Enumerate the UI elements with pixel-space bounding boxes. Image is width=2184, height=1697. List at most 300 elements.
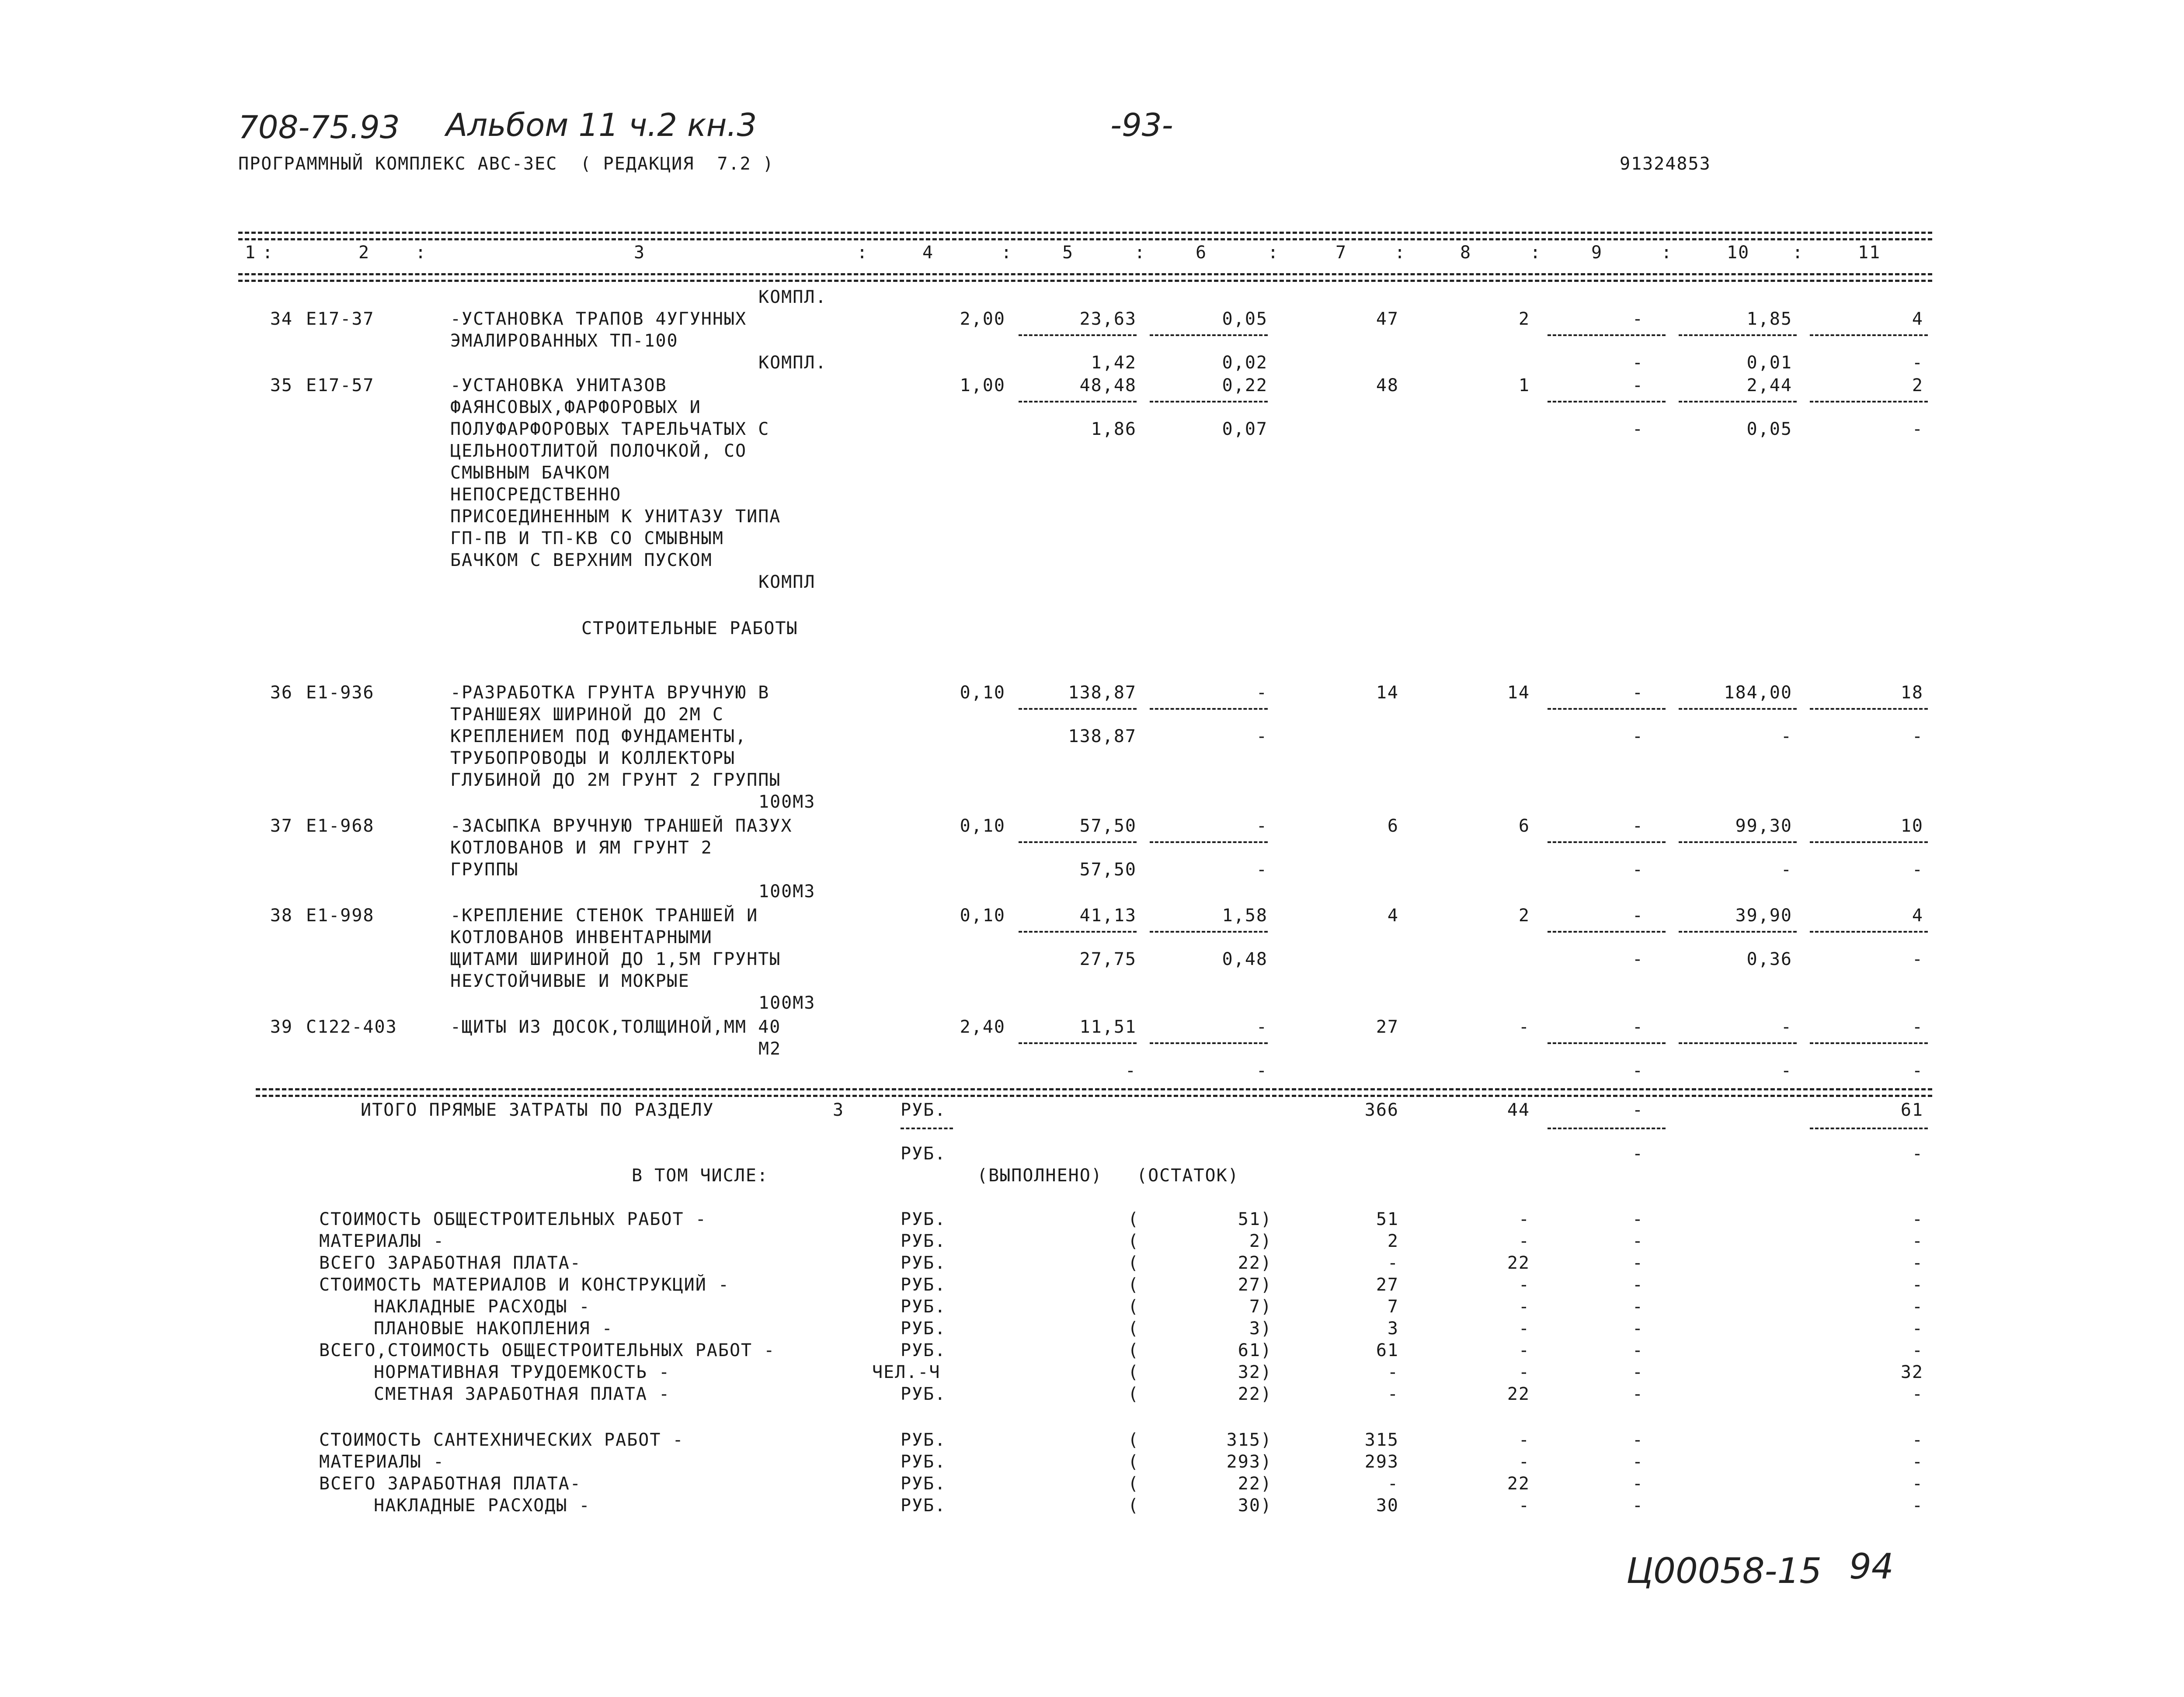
value-col-10-lower: - <box>1781 1061 1792 1081</box>
work-description-line: КОТЛОВАНОВ И ЯМ ГРУНТ 2 <box>450 838 713 858</box>
value-col-9-lower: - <box>1632 419 1644 439</box>
value-col-6: - <box>1256 683 1268 703</box>
total-col-7: 366 <box>1364 1100 1399 1120</box>
column-header-16: 9 <box>1591 243 1603 263</box>
column-header-15: : <box>1530 243 1542 263</box>
value-col-11-lower: - <box>1912 1061 1923 1081</box>
total-dash <box>1810 1128 1928 1129</box>
summary-unit: РУБ. <box>901 1297 946 1317</box>
value-col-9: - <box>1632 683 1644 703</box>
value-col-7: 27 <box>1376 1017 1399 1037</box>
summary-unit: РУБ. <box>901 1319 946 1339</box>
summary-col-11: - <box>1912 1209 1923 1229</box>
summary-col-9: - <box>1632 1452 1644 1472</box>
summary-col-11: - <box>1912 1430 1923 1450</box>
summary-label: ВСЕГО ЗАРАБОТНАЯ ПЛАТА- <box>319 1474 581 1494</box>
total-top-rule-2 <box>256 1095 1932 1097</box>
value-col-5: 48,48 <box>1079 375 1137 396</box>
work-description-line: БАЧКОМ С ВЕРХНИМ ПУСКОМ <box>450 550 713 570</box>
value-col-5-lower: 1,86 <box>1091 419 1137 439</box>
value-col-5-lower: 1,42 <box>1091 353 1137 373</box>
summary-col-9: - <box>1632 1319 1644 1339</box>
total-col-11: 61 <box>1900 1100 1923 1120</box>
total-unit-dash <box>901 1128 953 1129</box>
value-col-6: 0,22 <box>1222 375 1268 396</box>
section-title: СТРОИТЕЛЬНЫЕ РАБОТЫ <box>581 618 798 639</box>
program-title: ПРОГРАММНЫЙ КОМПЛЕКС АВС-3ЕС ( РЕДАКЦИЯ 7.2 ) <box>238 154 774 174</box>
including-label: В ТОМ ЧИСЛЕ: <box>632 1166 769 1186</box>
value-col-9-lower: - <box>1632 726 1644 746</box>
value-col-8: 1 <box>1518 375 1530 396</box>
summary-label: МАТЕРИАЛЫ - <box>319 1452 445 1472</box>
value-col-11-lower: - <box>1912 949 1923 969</box>
column-header-4: 3 <box>634 243 646 263</box>
value-col-11-lower: - <box>1912 860 1923 880</box>
summary-remaining: 7) <box>1249 1297 1272 1317</box>
summary-col-8: - <box>1518 1319 1530 1339</box>
work-description-line: ПРИСОЕДИНЕННЫМ К УНИТАЗУ ТИПА <box>450 507 781 527</box>
summary-col-7: - <box>1387 1253 1399 1273</box>
column-header-20: 11 <box>1858 243 1881 263</box>
work-description-line: ТРУБОПРОВОДЫ И КОЛЛЕКТОРЫ <box>450 748 736 768</box>
summary-unit: РУБ. <box>901 1340 946 1360</box>
sub-total-dash <box>1679 841 1797 843</box>
summary-col-9: - <box>1632 1209 1644 1229</box>
sub-total-dash <box>1019 708 1137 710</box>
value-col-11: 18 <box>1900 683 1923 703</box>
value-col-9-lower: - <box>1632 860 1644 880</box>
summary-label: НАКЛАДНЫЕ РАСХОДЫ - <box>374 1297 591 1317</box>
header-bottom-rule-2 <box>238 280 1932 282</box>
summary-col-9: - <box>1632 1496 1644 1516</box>
summary-col-9: - <box>1632 1430 1644 1450</box>
rate-code: Е17-57 <box>306 375 375 396</box>
summary-col-11: - <box>1912 1319 1923 1339</box>
work-description-line: ЦЕЛЬНООТЛИТОЙ ПОЛОЧКОЙ, СО <box>450 441 747 461</box>
summary-remaining: 27) <box>1238 1275 1272 1295</box>
work-description-line: ГРУППЫ <box>450 860 519 880</box>
work-description-line: ЩИТАМИ ШИРИНОЙ ДО 1,5М ГРУНТЫ <box>450 949 781 969</box>
value-col-10: 2,44 <box>1746 375 1792 396</box>
summary-col-11: - <box>1912 1231 1923 1251</box>
work-description-line: -УСТАНОВКА ТРАПОВ 4УГУННЫХ <box>450 309 747 329</box>
column-header-5: : <box>857 243 869 263</box>
value-col-q: 0,10 <box>960 906 1005 926</box>
unit-label: КОМПЛ. <box>758 353 827 373</box>
work-description-line: ЭМАЛИРОВАННЫХ ТП-100 <box>450 331 678 351</box>
summary-col-9: - <box>1632 1474 1644 1494</box>
value-col-9-lower: - <box>1632 949 1644 969</box>
column-header-0: 1 <box>245 243 257 263</box>
value-col-10-lower: - <box>1781 726 1792 746</box>
summary-open-paren: ( <box>1128 1275 1140 1295</box>
value-col-9: - <box>1632 309 1644 329</box>
summary-col-8: - <box>1518 1231 1530 1251</box>
table-top-rule <box>238 232 1932 234</box>
summary-unit: РУБ. <box>901 1384 946 1404</box>
handwritten-album: Альбом 11 ч.2 кн.3 <box>446 107 757 143</box>
value-col-7: 4 <box>1387 906 1399 926</box>
value-col-8: 6 <box>1518 816 1530 836</box>
summary-col-8: - <box>1518 1297 1530 1317</box>
value-col-10-lower: 0,36 <box>1746 949 1792 969</box>
value-col-9-lower: - <box>1632 1061 1644 1081</box>
value-col-11: - <box>1912 1017 1923 1037</box>
summary-label: СТОИМОСТЬ САНТЕХНИЧЕСКИХ РАБОТ - <box>319 1430 684 1450</box>
total-dash <box>1548 1128 1666 1129</box>
row-number: 37 <box>270 816 293 836</box>
summary-remaining: 61) <box>1238 1340 1272 1360</box>
summary-col-9: - <box>1632 1297 1644 1317</box>
sub-total-dash <box>1150 708 1268 710</box>
value-col-5-lower: 27,75 <box>1079 949 1137 969</box>
unit-label: КОМПЛ <box>758 572 816 592</box>
summary-col-9: - <box>1632 1231 1644 1251</box>
summary-open-paren: ( <box>1128 1362 1140 1382</box>
value-col-5-lower: - <box>1125 1061 1137 1081</box>
handwritten-doc-code: 708-75.93 <box>238 109 400 146</box>
summary-label: ВСЕГО ЗАРАБОТНАЯ ПЛАТА- <box>319 1253 581 1273</box>
value-col-9: - <box>1632 1017 1644 1037</box>
summary-unit: РУБ. <box>901 1275 946 1295</box>
sub-total-dash <box>1548 841 1666 843</box>
work-description-line: КРЕПЛЕНИЕМ ПОД ФУНДАМЕНТЫ, <box>450 726 747 746</box>
column-header-1: : <box>262 243 274 263</box>
work-description-line: СМЫВНЫМ БАЧКОМ <box>450 463 610 483</box>
value-col-6-lower: - <box>1256 860 1268 880</box>
sub-total-dash <box>1810 1042 1928 1044</box>
sub-total-dash <box>1810 931 1928 933</box>
row-number: 39 <box>270 1017 293 1037</box>
rate-code: С122-403 <box>306 1017 397 1037</box>
summary-col-8: - <box>1518 1452 1530 1472</box>
sub-total-dash <box>1150 841 1268 843</box>
sub-total-dash <box>1679 708 1797 710</box>
summary-label: ПЛАНОВЫЕ НАКОПЛЕНИЯ - <box>374 1319 613 1339</box>
value-col-6: 0,05 <box>1222 309 1268 329</box>
value-col-7: 48 <box>1376 375 1399 396</box>
work-description-line: ТРАНШЕЯХ ШИРИНОЙ ДО 2М С <box>450 704 724 725</box>
summary-col-7: 51 <box>1376 1209 1399 1229</box>
value-col-6-lower: - <box>1256 726 1268 746</box>
table-top-rule-2 <box>238 238 1932 240</box>
sub-total-dash <box>1679 334 1797 336</box>
sub-total-dash <box>1019 401 1137 403</box>
rate-code: Е1-998 <box>306 906 375 926</box>
summary-col-8: - <box>1518 1430 1530 1450</box>
value-col-11: 4 <box>1912 309 1923 329</box>
column-header-3: : <box>415 243 427 263</box>
column-header-9: : <box>1134 243 1146 263</box>
sub-total-dash <box>1019 1042 1137 1044</box>
unit-label: КОМПЛ. <box>758 287 827 307</box>
value-col-9: - <box>1632 906 1644 926</box>
summary-open-paren: ( <box>1128 1452 1140 1472</box>
value-col-5: 23,63 <box>1079 309 1137 329</box>
summary-col-7: - <box>1387 1362 1399 1382</box>
value-col-7: 6 <box>1387 816 1399 836</box>
summary-remaining: 30) <box>1238 1496 1272 1516</box>
sub-total-dash <box>1548 708 1666 710</box>
column-header-11: : <box>1268 243 1280 263</box>
sub-total-dash <box>1019 334 1137 336</box>
summary-col-8: - <box>1518 1340 1530 1360</box>
value-col-6-lower: 0,02 <box>1222 353 1268 373</box>
summary-col-7: 7 <box>1387 1297 1399 1317</box>
summary-label: ВСЕГО,СТОИМОСТЬ ОБЩЕСТРОИТЕЛЬНЫХ РАБОТ - <box>319 1340 776 1360</box>
summary-remaining: 315) <box>1226 1430 1272 1450</box>
unit-label: М2 <box>758 1039 782 1059</box>
sub-total-dash <box>1679 401 1797 403</box>
summary-remaining: 2) <box>1249 1231 1272 1251</box>
row-number: 38 <box>270 906 293 926</box>
summary-col-11: - <box>1912 1384 1923 1404</box>
summary-label: СТОИМОСТЬ ОБЩЕСТРОИТЕЛЬНЫХ РАБОТ - <box>319 1209 707 1229</box>
summary-open-paren: ( <box>1128 1384 1140 1404</box>
value-col-9: - <box>1632 816 1644 836</box>
value-col-10-lower: - <box>1781 860 1792 880</box>
value-col-q: 2,40 <box>960 1017 1005 1037</box>
summary-remaining: 22) <box>1238 1253 1272 1273</box>
total-top-rule <box>256 1088 1932 1090</box>
handwritten-page-number: -93- <box>1110 107 1173 143</box>
value-col-q: 1,00 <box>960 375 1005 396</box>
row-number: 34 <box>270 309 293 329</box>
work-description-line: КОТЛОВАНОВ ИНВЕНТАРНЫМИ <box>450 927 713 947</box>
value-col-11-lower: - <box>1912 353 1923 373</box>
summary-col-11: - <box>1912 1275 1923 1295</box>
sub-total-dash <box>1150 334 1268 336</box>
rest-label: (ОСТАТОК) <box>1137 1166 1239 1186</box>
value-col-5-lower: 138,87 <box>1068 726 1137 746</box>
summary-col-7: 30 <box>1376 1496 1399 1516</box>
sub-total-dash <box>1810 708 1928 710</box>
summary-col-8: - <box>1518 1362 1530 1382</box>
sub-total-dash <box>1810 334 1928 336</box>
value-col-11-lower: - <box>1912 726 1923 746</box>
column-header-14: 8 <box>1460 243 1472 263</box>
summary-col-7: - <box>1387 1474 1399 1494</box>
summary-remaining: 22) <box>1238 1384 1272 1404</box>
value-col-10: 39,90 <box>1735 906 1792 926</box>
column-header-17: : <box>1661 243 1673 263</box>
handwritten-footer-page: 94 <box>1849 1546 1894 1587</box>
value-col-10: 1,85 <box>1746 309 1792 329</box>
summary-label: МАТЕРИАЛЫ - <box>319 1231 445 1251</box>
summary-col-9: - <box>1632 1362 1644 1382</box>
summary-open-paren: ( <box>1128 1253 1140 1273</box>
column-header-18: 10 <box>1727 243 1750 263</box>
work-description-line: НЕУСТОЙЧИВЫЕ И МОКРЫЕ <box>450 971 690 991</box>
sub-total-dash <box>1810 401 1928 403</box>
value-col-5: 11,51 <box>1079 1017 1137 1037</box>
value-col-11: 10 <box>1900 816 1923 836</box>
column-header-12: 7 <box>1335 243 1347 263</box>
summary-col-8: 22 <box>1507 1253 1530 1273</box>
sub-total-dash <box>1679 1042 1797 1044</box>
rate-code: Е17-37 <box>306 309 375 329</box>
column-header-6: 4 <box>922 243 934 263</box>
summary-col-11: - <box>1912 1297 1923 1317</box>
summary-unit: РУБ. <box>901 1474 946 1494</box>
column-header-19: : <box>1792 243 1804 263</box>
total-col-8: 44 <box>1507 1100 1530 1120</box>
value-col-6: - <box>1256 816 1268 836</box>
summary-col-9: - <box>1632 1253 1644 1273</box>
summary-col-7: 3 <box>1387 1319 1399 1339</box>
column-header-10: 6 <box>1196 243 1207 263</box>
column-header-8: 5 <box>1062 243 1074 263</box>
value-col-5-lower: 57,50 <box>1079 860 1137 880</box>
value-col-q: 0,10 <box>960 683 1005 703</box>
total-unit-2: РУБ. <box>901 1144 946 1164</box>
summary-col-7: 315 <box>1364 1430 1399 1450</box>
work-description-line: ГЛУБИНОЙ ДО 2М ГРУНТ 2 ГРУППЫ <box>450 770 781 790</box>
value-col-8: 2 <box>1518 906 1530 926</box>
summary-open-paren: ( <box>1128 1430 1140 1450</box>
value-col-7: 47 <box>1376 309 1399 329</box>
total-col-11-lower: - <box>1912 1144 1923 1164</box>
summary-col-8: 22 <box>1507 1474 1530 1494</box>
sub-total-dash <box>1150 1042 1268 1044</box>
summary-remaining: 32) <box>1238 1362 1272 1382</box>
summary-col-8: - <box>1518 1209 1530 1229</box>
document-code: 91324853 <box>1620 154 1711 174</box>
value-col-11-lower: - <box>1912 419 1923 439</box>
summary-open-paren: ( <box>1128 1319 1140 1339</box>
work-description-line: -ЗАСЫПКА ВРУЧНУЮ ТРАНШЕЙ ПАЗУХ <box>450 816 793 836</box>
summary-col-8: 22 <box>1507 1384 1530 1404</box>
summary-col-11: - <box>1912 1474 1923 1494</box>
row-number: 36 <box>270 683 293 703</box>
summary-col-8: - <box>1518 1275 1530 1295</box>
summary-open-paren: ( <box>1128 1297 1140 1317</box>
summary-col-7: 61 <box>1376 1340 1399 1360</box>
summary-col-11: - <box>1912 1340 1923 1360</box>
work-description-line: -РАЗРАБОТКА ГРУНТА ВРУЧНУЮ В <box>450 683 770 703</box>
summary-label: НАКЛАДНЫЕ РАСХОДЫ - <box>374 1496 591 1516</box>
unit-label: 100М3 <box>758 993 816 1013</box>
work-description-line: ГП-ПВ И ТП-КВ СО СМЫВНЫМ <box>450 528 724 548</box>
row-number: 35 <box>270 375 293 396</box>
summary-label: СТОИМОСТЬ МАТЕРИАЛОВ И КОНСТРУКЦИЙ - <box>319 1275 730 1295</box>
summary-unit: РУБ. <box>901 1496 946 1516</box>
total-section-number: 3 <box>833 1100 845 1120</box>
sub-total-dash <box>1548 401 1666 403</box>
summary-remaining: 293) <box>1226 1452 1272 1472</box>
summary-unit: РУБ. <box>901 1253 946 1273</box>
summary-col-7: 27 <box>1376 1275 1399 1295</box>
value-col-6: 1,58 <box>1222 906 1268 926</box>
work-description-line: ФАЯНСОВЫХ,ФАРФОРОВЫХ И <box>450 397 701 417</box>
summary-unit: РУБ. <box>901 1430 946 1450</box>
sub-total-dash <box>1548 334 1666 336</box>
rate-code: Е1-936 <box>306 683 375 703</box>
summary-col-7: - <box>1387 1384 1399 1404</box>
work-description-line: ПОЛУФАРФОРОВЫХ ТАРЕЛЬЧАТЫХ С <box>450 419 770 439</box>
value-col-10: 99,30 <box>1735 816 1792 836</box>
done-label: (ВЫПОЛНЕНО) <box>977 1166 1102 1186</box>
value-col-11: 4 <box>1912 906 1923 926</box>
summary-unit: ЧЕЛ.-Ч <box>872 1362 941 1382</box>
summary-col-9: - <box>1632 1384 1644 1404</box>
value-col-6-lower: 0,07 <box>1222 419 1268 439</box>
summary-col-11: - <box>1912 1496 1923 1516</box>
value-col-8: - <box>1518 1017 1530 1037</box>
column-header-2: 2 <box>358 243 370 263</box>
summary-col-8: - <box>1518 1496 1530 1516</box>
work-description-line: -КРЕПЛЕНИЕ СТЕНОК ТРАНШЕЙ И <box>450 906 758 926</box>
sub-total-dash <box>1810 841 1928 843</box>
handwritten-footer-code: Ц00058-15 <box>1626 1551 1822 1591</box>
column-header-7: : <box>1001 243 1013 263</box>
sub-total-dash <box>1548 1042 1666 1044</box>
summary-label: НОРМАТИВНАЯ ТРУДОЕМКОСТЬ - <box>374 1362 671 1382</box>
value-col-9: - <box>1632 375 1644 396</box>
summary-col-11: - <box>1912 1253 1923 1273</box>
value-col-6-lower: 0,48 <box>1222 949 1268 969</box>
value-col-9-lower: - <box>1632 353 1644 373</box>
value-col-5: 138,87 <box>1068 683 1137 703</box>
summary-open-paren: ( <box>1128 1340 1140 1360</box>
work-description-line: НЕПОСРЕДСТВЕННО <box>450 485 622 505</box>
rate-code: Е1-968 <box>306 816 375 836</box>
summary-col-11: - <box>1912 1452 1923 1472</box>
summary-col-11: 32 <box>1900 1362 1923 1382</box>
work-description-line: -ЩИТЫ ИЗ ДОСОК,ТОЛЩИНОЙ,ММ 40 <box>450 1017 781 1037</box>
total-unit: РУБ. <box>901 1100 946 1120</box>
summary-unit: РУБ. <box>901 1209 946 1229</box>
value-col-10-lower: 0,05 <box>1746 419 1792 439</box>
summary-remaining: 3) <box>1249 1319 1272 1339</box>
summary-remaining: 22) <box>1238 1474 1272 1494</box>
total-label: ИТОГО ПРЯМЫЕ ЗАТРАТЫ ПО РАЗДЕЛУ <box>361 1100 714 1120</box>
column-header-13: : <box>1395 243 1406 263</box>
summary-col-9: - <box>1632 1340 1644 1360</box>
summary-label: СМЕТНАЯ ЗАРАБОТНАЯ ПЛАТА - <box>374 1384 671 1404</box>
value-col-5: 57,50 <box>1079 816 1137 836</box>
summary-col-7: 2 <box>1387 1231 1399 1251</box>
value-col-8: 14 <box>1507 683 1530 703</box>
unit-label: 100М3 <box>758 881 816 902</box>
value-col-11: 2 <box>1912 375 1923 396</box>
total-col-9-lower: - <box>1632 1144 1644 1164</box>
sub-total-dash <box>1150 401 1268 403</box>
value-col-8: 2 <box>1518 309 1530 329</box>
summary-remaining: 51) <box>1238 1209 1272 1229</box>
summary-col-9: - <box>1632 1275 1644 1295</box>
value-col-6: - <box>1256 1017 1268 1037</box>
value-col-7: 14 <box>1376 683 1399 703</box>
value-col-10: 184,00 <box>1724 683 1792 703</box>
value-col-10: - <box>1781 1017 1792 1037</box>
header-bottom-rule <box>238 273 1932 275</box>
value-col-q: 0,10 <box>960 816 1005 836</box>
work-description-line: -УСТАНОВКА УНИТАЗОВ <box>450 375 667 396</box>
value-col-10-lower: 0,01 <box>1746 353 1792 373</box>
summary-open-paren: ( <box>1128 1474 1140 1494</box>
summary-unit: РУБ. <box>901 1452 946 1472</box>
unit-label: 100М3 <box>758 792 816 812</box>
summary-open-paren: ( <box>1128 1496 1140 1516</box>
sub-total-dash <box>1019 931 1137 933</box>
summary-unit: РУБ. <box>901 1231 946 1251</box>
summary-open-paren: ( <box>1128 1209 1140 1229</box>
summary-open-paren: ( <box>1128 1231 1140 1251</box>
value-col-5: 41,13 <box>1079 906 1137 926</box>
value-col-6-lower: - <box>1256 1061 1268 1081</box>
value-col-q: 2,00 <box>960 309 1005 329</box>
